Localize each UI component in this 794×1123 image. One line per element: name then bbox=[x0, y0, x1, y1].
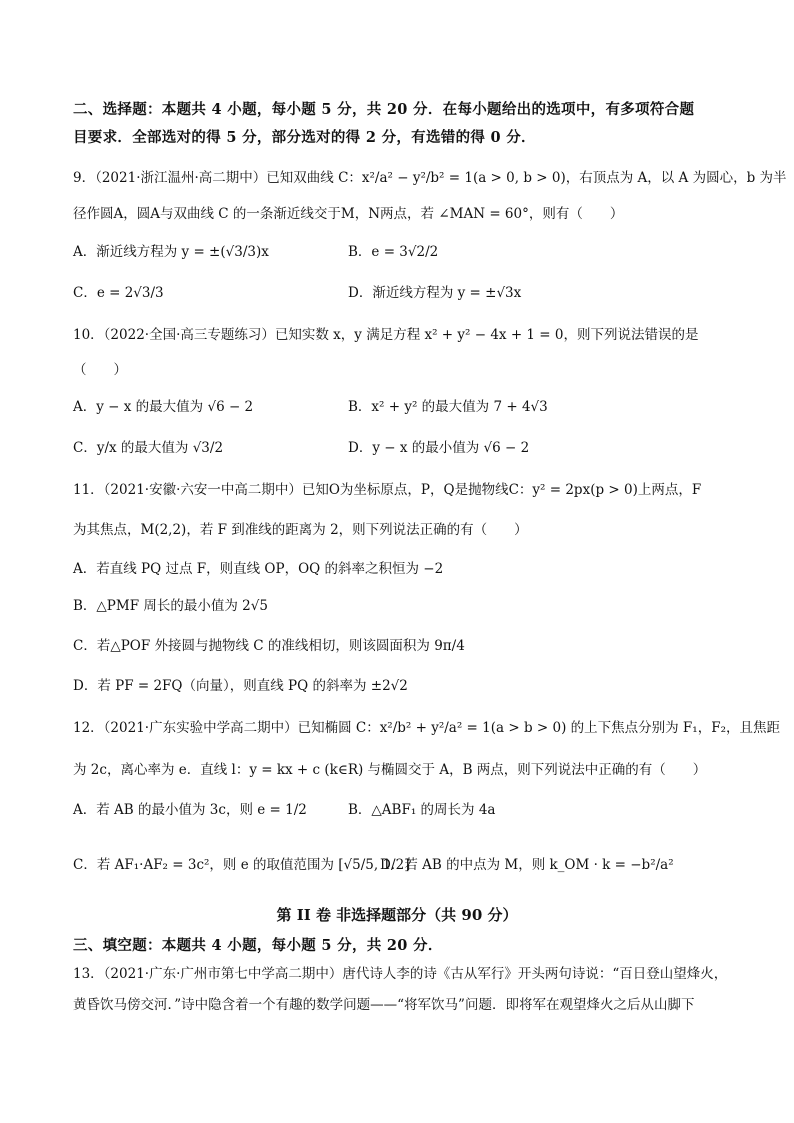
q10-option-a: A．y − x 的最大值为 √6 − 2 bbox=[73, 399, 254, 415]
q13-stem-line1: 13．（2021·广东·广州市第七中学高二期中）唐代诗人李的诗《古从军行》开头两句诗说：“百日登山望烽火， bbox=[73, 966, 728, 982]
q12-stem-line1: 12．（2021·广东实验中学高二期中）已知椭圆 C：x²/b² + y²/a² = 1(a > b > 0) 的上下焦点分别为 F₁，F₂，且焦距 bbox=[73, 720, 780, 736]
q9-stem-line2: 径作圆A，圆A与双曲线 C 的一条渐近线交于M，N两点，若 ∠MAN = 60°，则有（ ） bbox=[73, 206, 624, 222]
q13-stem-line2: 黄昏饮马傍交河．”诗中隐含着一个有趣的数学问题——“将军饮马”问题．即将军在观望烽火之后从山脚下 bbox=[73, 997, 695, 1013]
q10-option-b: B．x² + y² 的最大值为 7 + 4√3 bbox=[348, 399, 548, 415]
q10-stem-line1: 10．（2022·全国·高三专题练习）已知实数 x，y 满足方程 x² + y² − 4x + 1 = 0，则下列说法错误的是 bbox=[73, 327, 699, 343]
q12-option-a: A．若 AB 的最小值为 3c，则 e = 1/2 bbox=[73, 802, 307, 818]
q9-option-a: A．渐近线方程为 y = ±(√3/3)x bbox=[73, 244, 269, 260]
q11-option-c: C．若△POF 外接圆与抛物线 C 的准线相切，则该圆面积为 9π/4 bbox=[73, 638, 465, 654]
q12-option-c: C．若 AF₁·AF₂ = 3c²，则 e 的取值范围为 [√5/5, 1/2] bbox=[73, 857, 410, 873]
section2-line1: 二、选择题：本题共 4 小题，每小题 5 分，共 20 分．在每小题给出的选项中，有多项符合题 bbox=[73, 101, 695, 118]
q10-option-d: D．y − x 的最小值为 √6 − 2 bbox=[348, 440, 530, 456]
q9-option-b: B．e = 3√2/2 bbox=[348, 244, 439, 260]
q11-stem-line2: 为其焦点，M(2,2)，若 F 到准线的距离为 2，则下列说法正确的有（ ） bbox=[73, 522, 528, 538]
q10-option-c: C．y/x 的最大值为 √3/2 bbox=[73, 440, 224, 456]
section2-line2: 目要求．全部选对的得 5 分，部分选对的得 2 分，有选错的得 0 分． bbox=[73, 129, 536, 146]
q11-option-a: A．若直线 PQ 过点 F，则直线 OP，OQ 的斜率之积恒为 −2 bbox=[73, 561, 444, 577]
q11-stem-line1: 11．（2021·安徽·六安一中高二期中）已知O为坐标原点，P，Q是抛物线C：y² = 2px(p > 0)上两点，F bbox=[73, 482, 702, 498]
q12-option-d: D．若 AB 的中点为 M，则 k_OM · k = −b²/a² bbox=[380, 857, 674, 873]
q11-option-d: D．若 PF = 2FQ（向量），则直线 PQ 的斜率为 ±2√2 bbox=[73, 678, 408, 694]
q12-stem-line2: 为 2c，离心率为 e．直线 l：y = kx + c (k∈R) 与椭圆交于 A，B 两点，则下列说法中正确的有（ ） bbox=[73, 762, 707, 778]
q9-stem-line1: 9．（2021·浙江温州·高二期中）已知双曲线 C：x²/a² − y²/b² = 1(a > 0, b > 0)，右顶点为 A，以 A 为圆心，b 为半 bbox=[73, 170, 787, 186]
q9-option-c: C．e = 2√3/3 bbox=[73, 285, 164, 301]
q11-option-b: B．△PMF 周长的最小值为 2√5 bbox=[73, 598, 268, 614]
q9-option-d: D．渐近线方程为 y = ±√3x bbox=[348, 285, 522, 301]
section3-heading: 三、填空题：本题共 4 小题，每小题 5 分，共 20 分． bbox=[73, 937, 443, 954]
q10-stem-line2: （ ） bbox=[73, 362, 127, 378]
part2-title: 第 II 卷 非选择题部分（共 90 分） bbox=[276, 906, 518, 924]
q12-option-b: B．△ABF₁ 的周长为 4a bbox=[348, 802, 496, 818]
